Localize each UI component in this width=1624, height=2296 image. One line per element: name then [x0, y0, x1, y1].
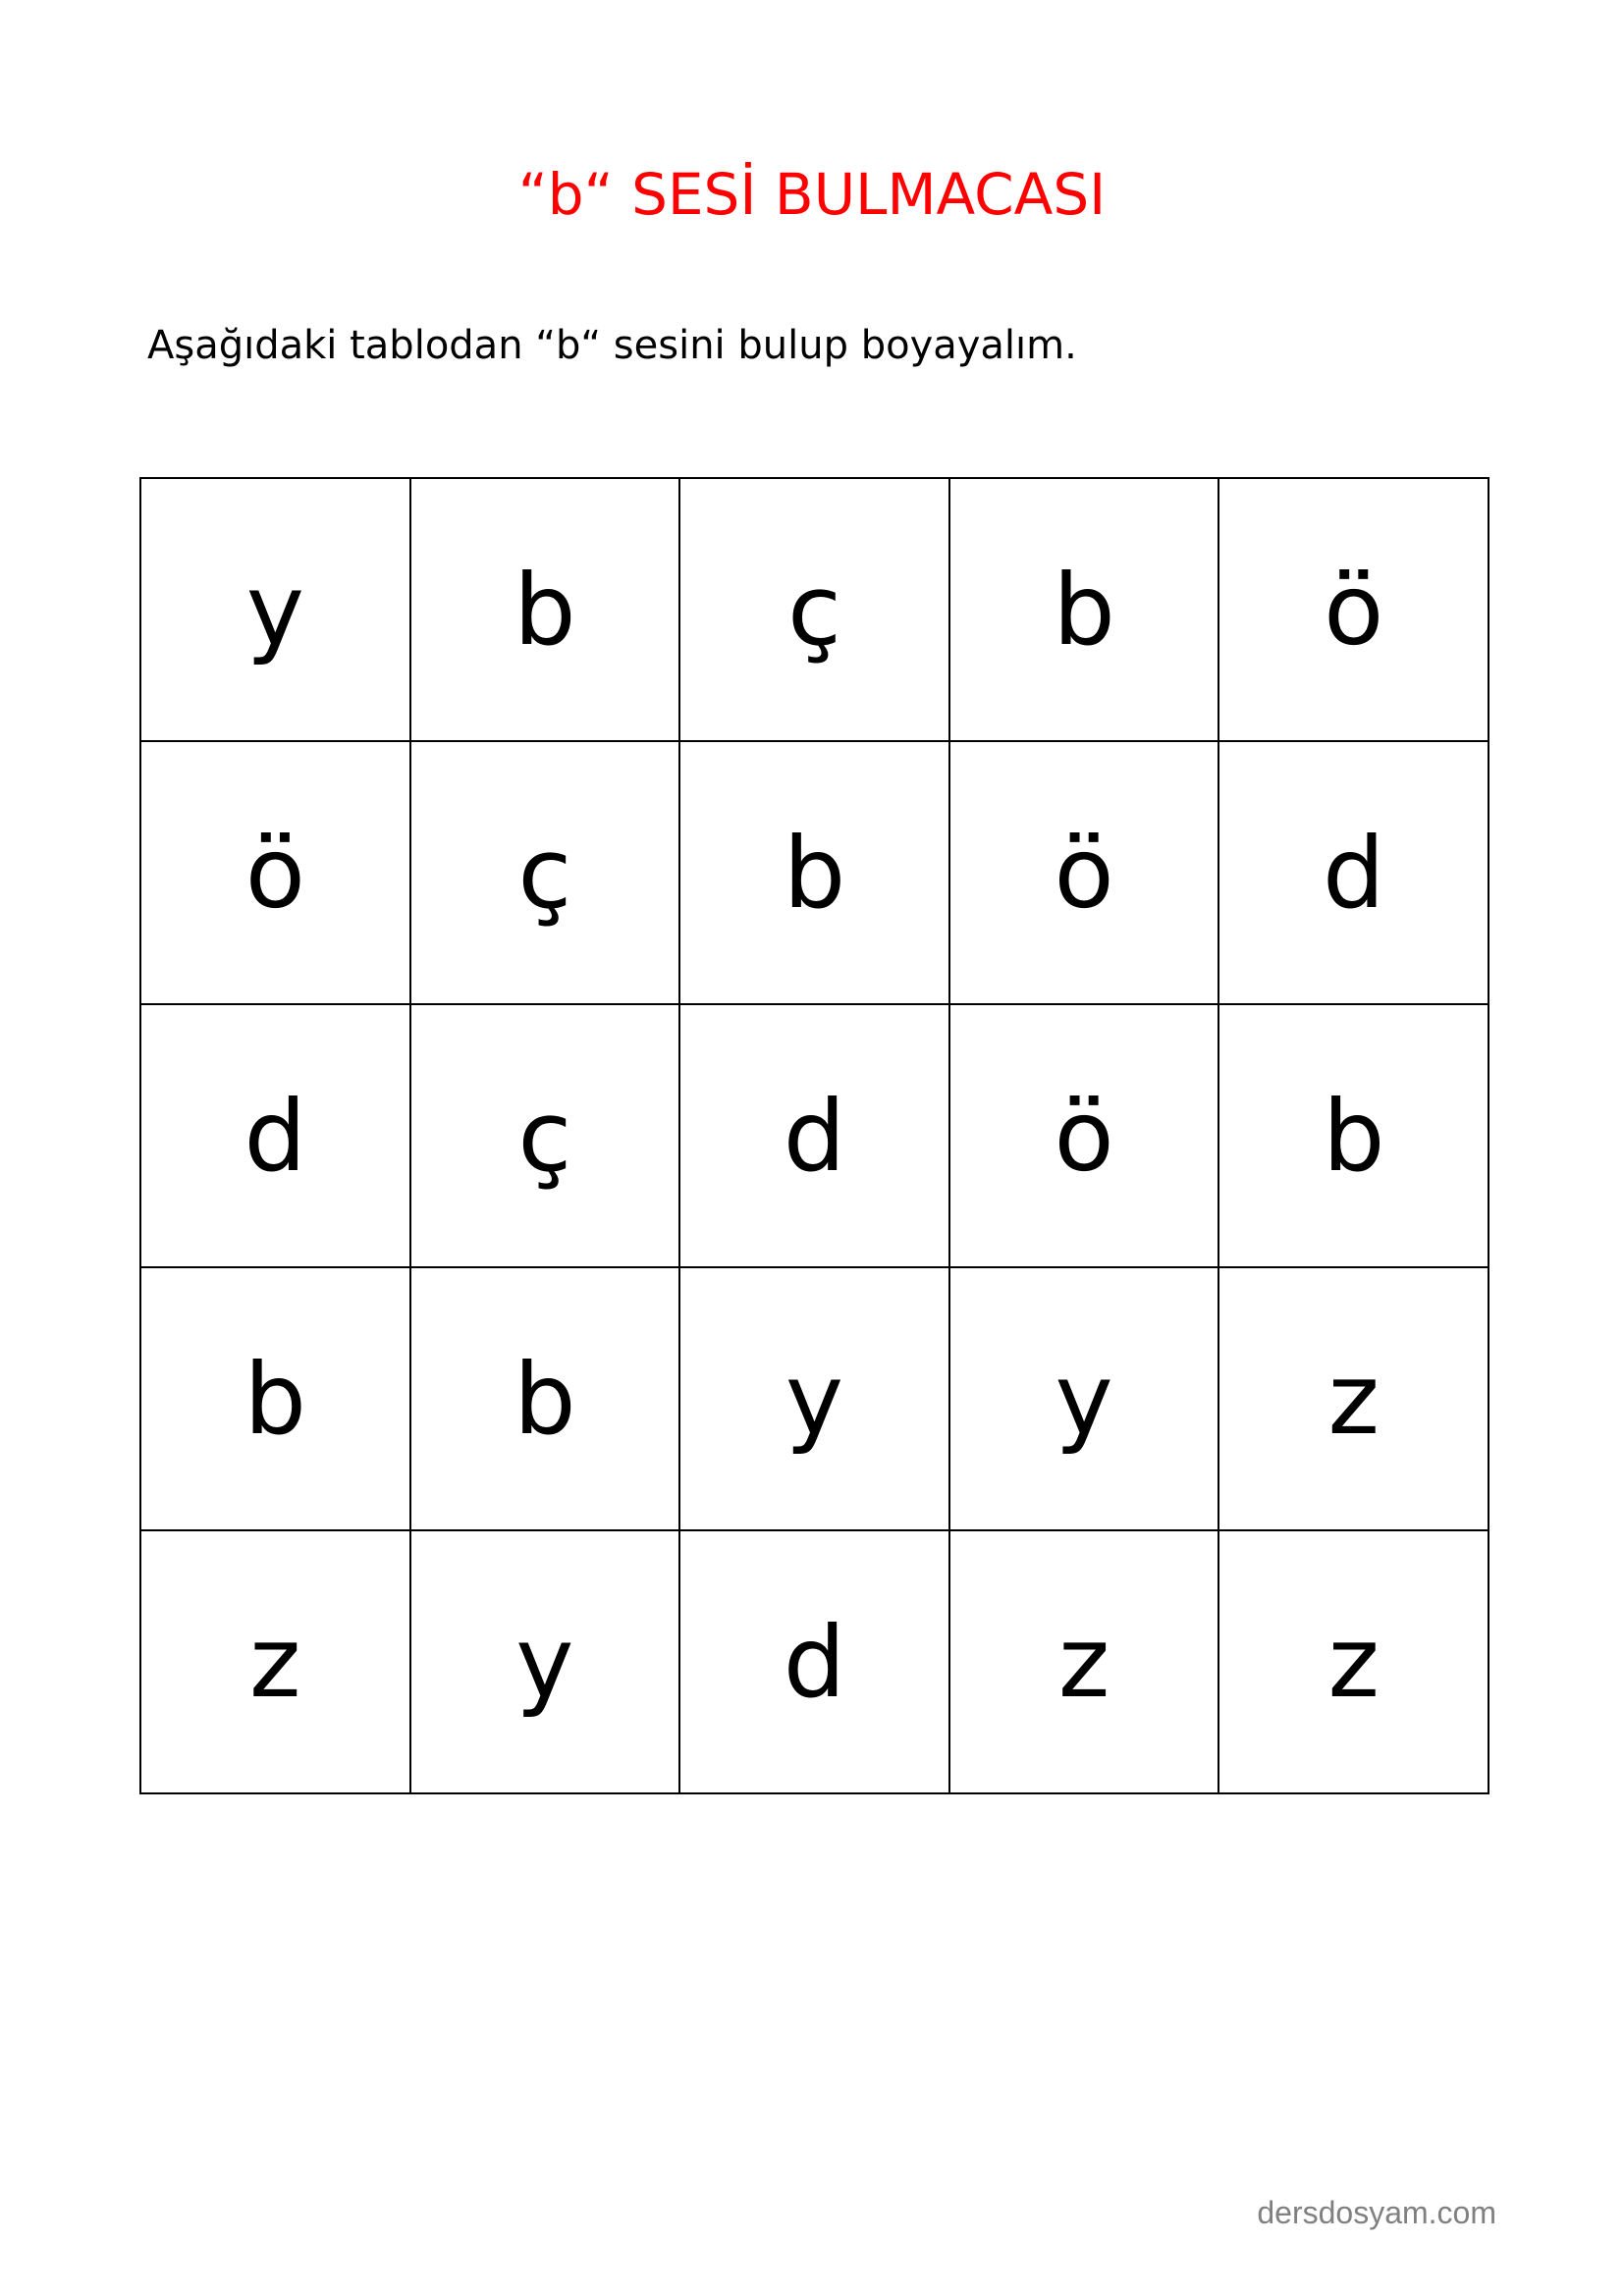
letter-cell[interactable]: d	[679, 1004, 949, 1267]
grid-row	[140, 478, 1489, 741]
letter-cell[interactable]: b	[410, 1267, 680, 1530]
letter-cell[interactable]: ç	[410, 741, 680, 1004]
letter-cell[interactable]: ö	[949, 1004, 1219, 1267]
letter-cell[interactable]: ö	[1218, 478, 1489, 741]
letter-cell[interactable]: b	[1218, 1004, 1489, 1267]
letter-cell[interactable]: ç	[679, 478, 949, 741]
grid-row	[140, 741, 1489, 1004]
letter-cell[interactable]: z	[1218, 1530, 1489, 1793]
instruction-text: Aşağıdaki tablodan “b“ sesini bulup boyayalım.	[147, 323, 1077, 368]
grid-row	[140, 1267, 1489, 1530]
letter-cell[interactable]: b	[140, 1267, 410, 1530]
letter-grid	[139, 477, 1489, 1794]
site-watermark: dersdosyam.com	[1257, 2195, 1496, 2230]
letter-cell[interactable]: b	[679, 741, 949, 1004]
grid-row	[140, 1530, 1489, 1793]
letter-cell[interactable]: ç	[410, 1004, 680, 1267]
letter-cell[interactable]: ö	[140, 741, 410, 1004]
worksheet-title: “b“ SESİ BULMACASI	[517, 161, 1107, 228]
letter-cell[interactable]: y	[949, 1267, 1219, 1530]
letter-cell[interactable]: b	[949, 478, 1219, 741]
letter-cell[interactable]: d	[140, 1004, 410, 1267]
letter-cell[interactable]: d	[1218, 741, 1489, 1004]
letter-cell[interactable]: d	[679, 1530, 949, 1793]
grid-row	[140, 1004, 1489, 1267]
letter-cell[interactable]: z	[140, 1530, 410, 1793]
letter-cell[interactable]: z	[949, 1530, 1219, 1793]
letter-cell[interactable]: ö	[949, 741, 1219, 1004]
letter-cell[interactable]: y	[140, 478, 410, 741]
letter-cell[interactable]: z	[1218, 1267, 1489, 1530]
letter-cell[interactable]: b	[410, 478, 680, 741]
letter-cell[interactable]: y	[679, 1267, 949, 1530]
letter-cell[interactable]: y	[410, 1530, 680, 1793]
